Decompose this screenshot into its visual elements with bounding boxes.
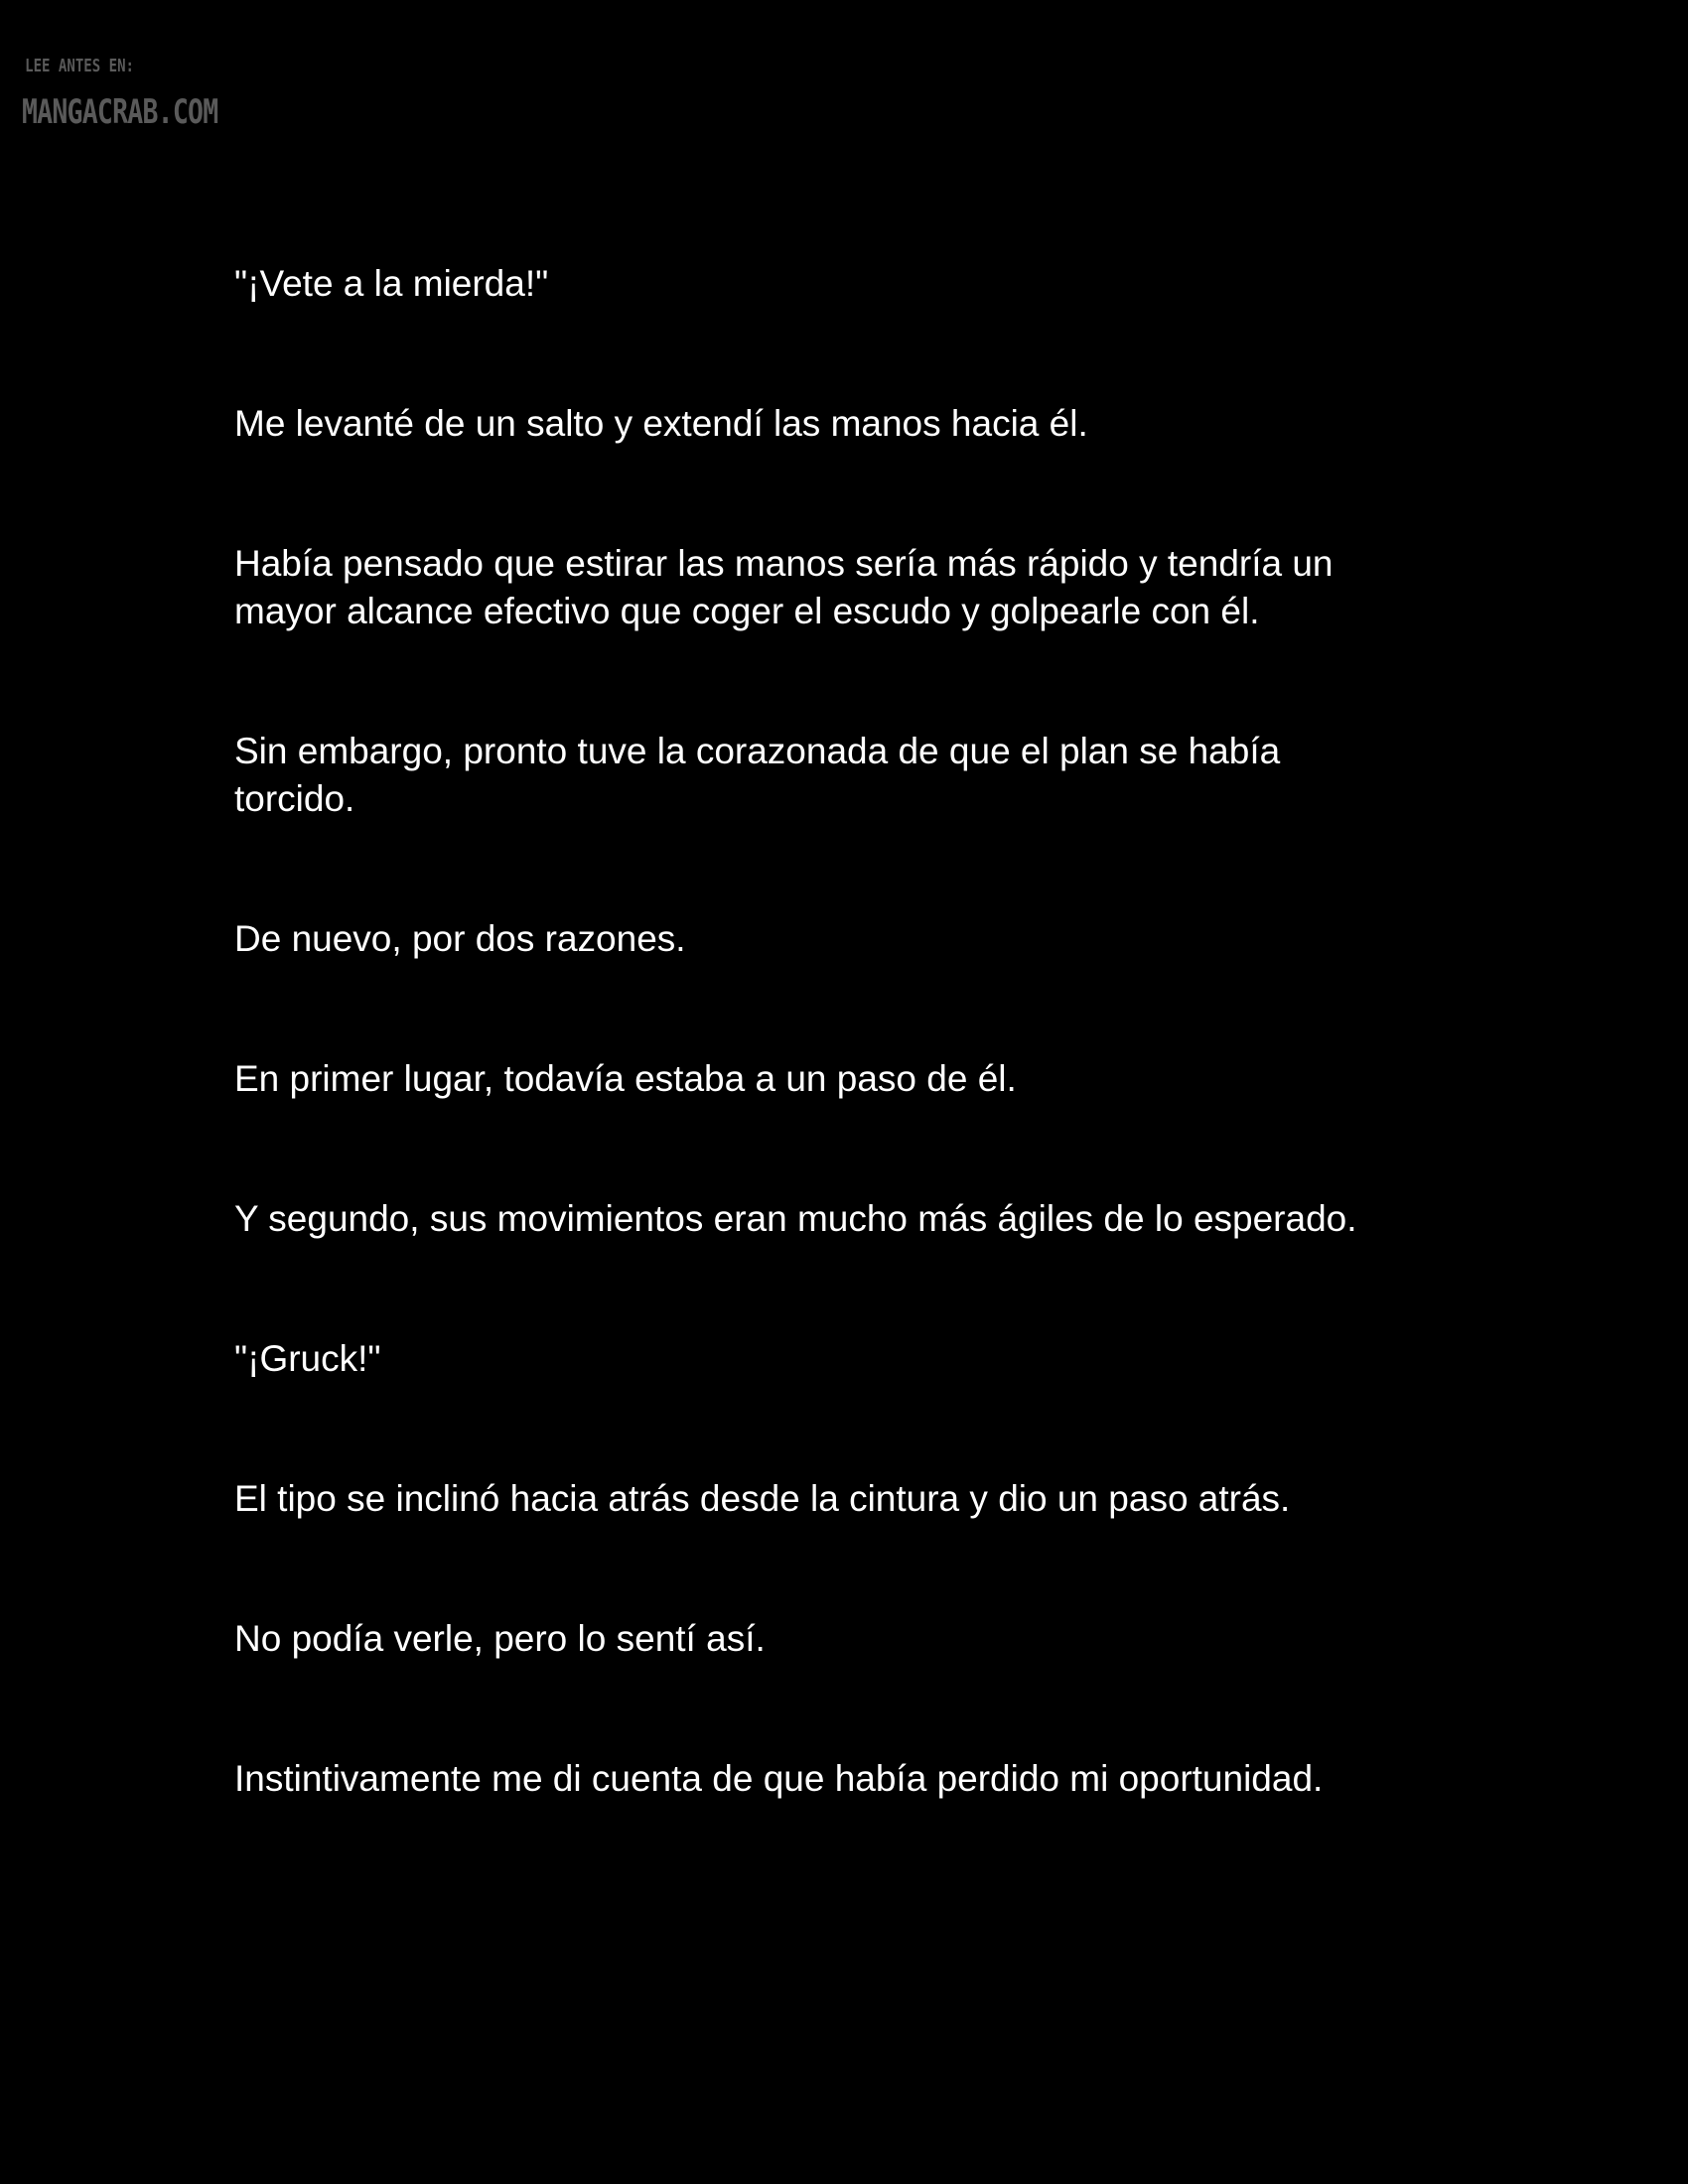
paragraph: Instintivamente me di cuenta de que había perdido mi oportunidad. — [234, 1758, 1324, 1799]
paragraph: El tipo se inclinó hacia atrás desde la cintura y dio un paso atrás. — [234, 1478, 1291, 1519]
watermark-site: MANGACRAB.COM — [22, 92, 218, 132]
paragraph: Me levanté de un salto y extendí las manos hacia él. — [234, 403, 1088, 444]
paragraph: En primer lugar, todavía estaba a un paso de él. — [234, 1058, 1017, 1099]
paragraph: Había pensado que estirar las manos sería más rápido y tendría un mayor alcance efectivo que coger el escudo y golpearle con él. — [234, 543, 1334, 631]
paragraph: "¡Vete a la mierda!" — [234, 263, 549, 304]
story-text — [234, 260, 1466, 1895]
paragraph: No podía verle, pero lo sentí así. — [234, 1618, 766, 1659]
paragraph: Y segundo, sus movimientos eran mucho más ágiles de lo esperado. — [234, 1198, 1357, 1239]
paragraph: "¡Gruck!" — [234, 1338, 381, 1379]
source-watermark — [22, 56, 218, 132]
paragraph: De nuevo, por dos razones. — [234, 918, 686, 959]
watermark-caption: LEE ANTES EN: — [25, 56, 135, 76]
paragraph: Sin embargo, pronto tuve la corazonada de que el plan se había torcido. — [234, 731, 1281, 819]
